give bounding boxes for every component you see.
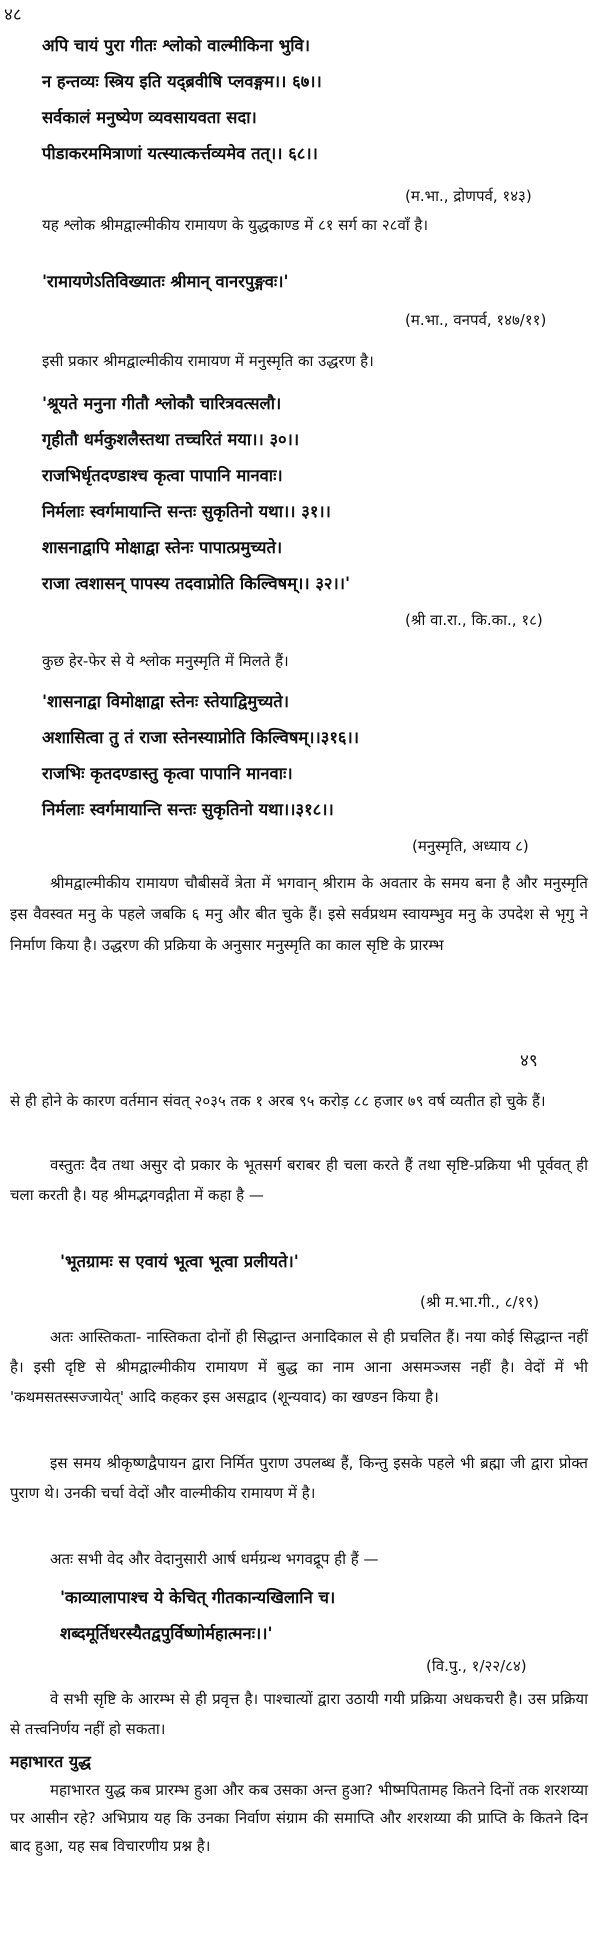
citation: (मनुस्मृति, अध्याय ८) — [412, 837, 529, 855]
paragraph: वस्तुतः दैव तथा असुर दो प्रकार के भूतसर्ग बराबर ही चला करते हैं तथा सृष्टि-प्रक्रिया भी पूर्ववत् ही चला करती है। यह श्रीमद्भगवद्गीता में कहा है — — [10, 1156, 588, 1204]
citation: (म.भा., वनपर्व, १४७/११) — [405, 311, 547, 329]
citation: (वि.पु., १/२२/८४) — [426, 1657, 527, 1675]
verse-line: निर्मलाः स्वर्गमायान्ति सन्तः सुकृतिनो यथा।। ३१।। — [42, 502, 331, 521]
verse-line: 'काव्यालापाश्च ये केचित् गीतकान्यखिलानि च। — [60, 1588, 336, 1607]
verse-line: राजभिः कृतदण्डास्तु कृत्वा पापानि मानवाः। — [42, 764, 293, 783]
verse-line: राजभिर्धृतदण्डाश्च कृत्वा पापानि मानवाः। — [42, 466, 283, 485]
paragraph: इस समय श्रीकृष्णद्वैपायन द्वारा निर्मित पुराण उपलब्ध हैं, किन्तु इसके पहले भी ब्रह्मा जी द्वारा प्रोक्त पुराण थे। उनकी चर्चा वेदों और वाल्मीकीय रामायण में है। — [10, 1454, 588, 1502]
verse-line: शासनाद्वापि मोक्षाद्वा स्तेनः पापात्प्रमुच्यते। — [42, 538, 283, 557]
paragraph: इसी प्रकार श्रीमद्वाल्मीकीय रामायण में मनुस्मृति का उद्धरण है। — [42, 352, 374, 370]
quote-line: 'भूतग्रामः स एवायं भूत्वा भूत्वा प्रलीयते।' — [60, 1252, 299, 1271]
verse-line: 'शासनाद्वा विमोक्षाद्वा स्तेनः स्तेयाद्विमुच्यते। — [42, 692, 289, 711]
verse-line: राजा त्वशासन् पापस्य तदवाप्नोति किल्विषम्।। ३२।।' — [42, 574, 351, 593]
book-page-49 — [0, 1040, 600, 1940]
paragraph: अतः आस्तिकता- नास्तिकता दोनों ही सिद्धान्त अनादिकाल से ही प्रचलित हैं। नया कोई सिद्धान्त नहीं है। इसी दृष्टि से श्रीमद्वाल्मीकीय रामायण में बुद्ध का नाम आना असमञ्जस नहीं है। वेदों में भी 'कथमसतस्सज्जायेत्' आदि कहकर इस असद्वाद (शून्यवाद) का खण्डन किया है। — [10, 1328, 588, 1406]
verse-line: न हन्तव्यः स्त्रिय इति यद्ब्रवीषि प्लवङ्गम।। ६७।। — [42, 72, 322, 91]
verse-line: शब्दमूर्तिधरस्यैतद्वपुर्विष्णोर्महात्मनः।।' — [60, 1624, 273, 1643]
verse-line: 'श्रूयते मनुना गीतौ श्लोकौ चारित्रवत्सलौ। — [42, 394, 282, 413]
paragraph: अतः सभी वेद और वेदानुसारी आर्ष धर्मग्रन्थ भगवद्रूप ही हैं — — [50, 1550, 379, 1568]
paragraph: यह श्लोक श्रीमद्वाल्मीकीय रामायण के युद्धकाण्ड में ८१ सर्ग का २८वाँ है। — [42, 216, 429, 234]
quote-line: 'रामायणेऽतिविख्यातः श्रीमान् वानरपुङ्गवः।' — [42, 272, 289, 291]
verse-line: निर्मलाः स्वर्गमायान्ति सन्तः सुकृतिनो यथा।।३१८।। — [42, 800, 334, 819]
citation: (श्री वा.रा., कि.का., १८) — [405, 611, 543, 629]
verse-line: गृहीतौ धर्मकुशलैस्तथा तच्चरितं मया।। ३०।। — [42, 430, 300, 449]
verse-line: सर्वकालं मनुष्येण व्यवसायवता सदा। — [42, 108, 257, 127]
paragraph: से ही होने के कारण वर्तमान संवत् २०३५ तक १ अरब ९५ करोड़ ८८ हजार ७९ वर्ष व्यतीत हो चुके हैं। — [10, 1092, 546, 1110]
verse-line: पीडाकरममित्राणां यत्स्यात्कर्त्तव्यमेव तत्।। ६८।। — [42, 144, 318, 163]
paragraph: वे सभी सृष्टि के आरम्भ से ही प्रवृत्त है। पाश्चात्यों द्वारा उठायी गयी प्रक्रिया अधकचरी है। उस प्रक्रिया से तत्त्वनिर्णय नहीं हो सकता। — [10, 1690, 588, 1738]
paragraph: कुछ हेर-फेर से ये श्लोक मनुस्मृति में मिलते हैं। — [42, 652, 289, 670]
citation: (श्री म.भा.गी., ८/१९) — [420, 1293, 540, 1311]
citation: (म.भा., द्रोणपर्व, १४३) — [405, 187, 532, 205]
paragraph: श्रीमद्वाल्मीकीय रामायण चौबीसवें त्रेता में भगवान् श्रीराम के अवतार के समय बना है और मनुस्मृति इस वैवस्वत मनु के पहले जबकि ६ मनु और बीत चुके हैं। इसे सर्वप्रथम स्वायम्भुव मनु के उपदेश से भृगु ने निर्माण किया है। उद्धरण की प्रक्रिया के अनुसार मनुस्मृति का काल सृष्टि के प्रारम्भ — [10, 874, 588, 954]
section-heading: महाभारत युद्ध — [10, 1752, 91, 1771]
page-number: ४९ — [520, 1051, 538, 1071]
verse-line: अपि चायं पुरा गीतः श्लोको वाल्मीकिना भुवि। — [42, 36, 310, 55]
page-number: ४८ — [4, 5, 22, 25]
paragraph: महाभारत युद्ध कब प्रारम्भ हुआ और कब उसका अन्त हुआ? भीष्मपितामह कितने दिनों तक शरशय्या पर आसीन रहे? अभिप्राय यह कि उनका निर्वाण संग्राम की समाप्ति और शरशय्या की प्राप्ति के कितने दिन बाद हुआ, यह सब विचारणीय प्रश्न है। — [10, 1781, 588, 1855]
verse-line: अशासित्वा तु तं राजा स्तेनस्याप्नोति किल्विषम्।।३१६।। — [42, 728, 359, 747]
